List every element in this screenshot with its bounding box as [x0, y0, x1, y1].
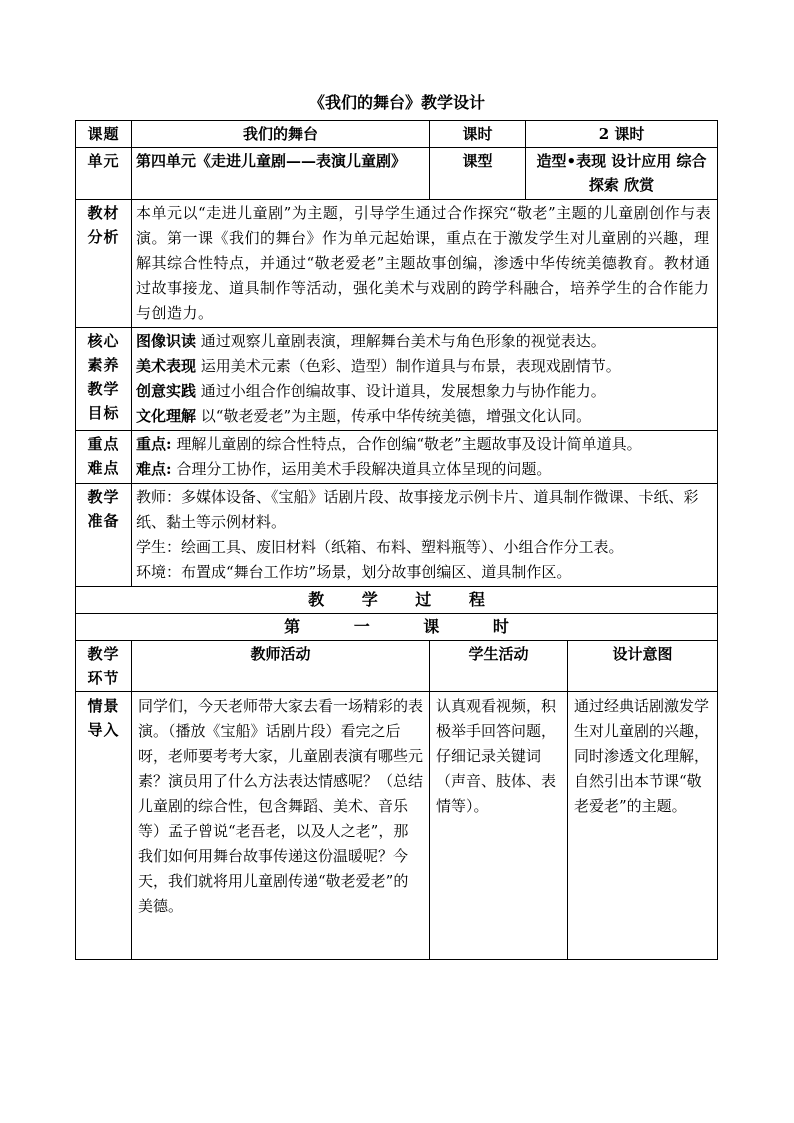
prep-content — [132, 484, 718, 587]
lesson-plan-table — [75, 120, 718, 960]
goal-item — [136, 379, 713, 404]
goal-name: 图像识读 — [136, 332, 197, 350]
row-prep — [76, 484, 718, 587]
row-process-title — [76, 587, 718, 614]
prep-label: 教学准备 — [76, 484, 132, 587]
student-activity-cell: 认真观看视频，积极举手回答问题，仔细记录关键词（声音、肢体、表情等）。 — [430, 692, 568, 960]
row-unit — [76, 148, 718, 200]
hours-label: 课时 — [430, 121, 526, 148]
stage-cell: 情景导入 — [76, 692, 132, 960]
row-course — [76, 121, 718, 148]
column-header-stage: 教学环节 — [76, 641, 132, 692]
course-label: 课题 — [76, 121, 132, 148]
design-intent-cell: 通过经典话剧激发学生对儿童剧的兴趣，同时渗透文化理解，自然引出本节课“敬老爱老”的主题。 — [568, 692, 718, 960]
key-point-text: 理解儿童剧的综合性特点，合作创编“敬老”主题故事及设计简单道具。 — [176, 435, 642, 453]
difficult-point-name: 难点: — [136, 460, 172, 478]
row-column-headers — [76, 641, 718, 692]
goal-name: 文化理解 — [136, 407, 197, 425]
key-points-label: 重点难点 — [76, 431, 132, 484]
goal-name: 创意实践 — [136, 382, 197, 400]
lesson-title: 第 一 课 时 — [76, 614, 718, 641]
process-title: 教 学 过 程 — [76, 587, 718, 614]
difficult-point — [136, 457, 713, 482]
course-value: 我们的舞台 — [132, 121, 430, 148]
prep-student: 学生：绘画工具、废旧材料（纸箱、布料、塑料瓶等）、小组合作分工表。 — [136, 538, 624, 556]
analysis-label: 教材分析 — [76, 200, 132, 328]
difficult-point-text: 合理分工协作，运用美术手段解决道具立体呈现的问题。 — [176, 460, 552, 478]
goal-name: 美术表现 — [136, 357, 197, 375]
row-goals — [76, 328, 718, 431]
table-row — [76, 692, 718, 960]
column-header-teacher: 教师活动 — [132, 641, 430, 692]
teacher-activity-cell: 同学们，今天老师带大家去看一场精彩的表演。（播放《宝船》话剧片段）看完之后呀，老师要考考大家，儿童剧表演有哪些元素？演员用了什么方法表达情感呢？（总结儿童剧的综合性，包含舞蹈、美术、音乐等）孟子曾说“老吾老，以及人之老”，那我们如何用舞台故事传递这份温暖呢？今天，我们就将用儿童剧传递“敬老爱老”的美德。 — [132, 692, 430, 960]
unit-label: 单元 — [76, 148, 132, 200]
document-title: 《我们的舞台》教学设计 — [308, 93, 485, 112]
hours-value: 2 课时 — [526, 121, 718, 148]
goal-item — [136, 354, 713, 379]
goal-item — [136, 329, 713, 354]
type-label: 课型 — [430, 148, 526, 200]
goal-text: 运用美术元素（色彩、造型）制作道具与布景，表现戏剧情节。 — [200, 357, 621, 375]
goal-text: 以“敬老爱老”为主题，传承中华传统美德，增强文化认同。 — [200, 407, 592, 425]
column-header-student: 学生活动 — [430, 641, 568, 692]
unit-value: 第四单元《走进儿童剧——表演儿童剧》 — [132, 148, 430, 200]
analysis-text: 本单元以“走进儿童剧”为主题，引导学生通过合作探究“敬老”主题的儿童剧创作与表演。第一课《我们的舞台》作为单元起始课，重点在于激发学生对儿童剧的兴趣，理解其综合性特点，并通过“敬老爱老”主题故事创编，渗透中华传统美德教育。教材通过故事接龙、道具制作等活动，强化美术与戏剧的跨学科融合，培养学生的合作能力与创造力。 — [132, 200, 718, 328]
goal-item — [136, 404, 713, 429]
key-point — [136, 432, 713, 457]
goal-text: 通过小组合作创编故事、设计道具，发展想象力与协作能力。 — [200, 382, 606, 400]
column-header-intent: 设计意图 — [568, 641, 718, 692]
goal-text: 通过观察儿童剧表演，理解舞台美术与角色形象的视觉表达。 — [200, 332, 606, 350]
goals-list — [132, 328, 718, 431]
row-analysis — [76, 200, 718, 328]
prep-environment: 环境：布置成“舞台工作坊”场景，划分故事创编区、道具制作区。 — [136, 563, 572, 581]
row-key-points — [76, 431, 718, 484]
row-lesson-title — [76, 614, 718, 641]
goals-label: 核心素养教学目标 — [76, 328, 132, 431]
type-value: 造型•表现 设计应用 综合探索 欣赏 — [526, 148, 718, 200]
key-points-content — [132, 431, 718, 484]
prep-teacher: 教师：多媒体设备、《宝船》话剧片段、故事接龙示例卡片、道具制作微课、卡纸、彩纸、黏土等示例材料。 — [136, 488, 699, 531]
key-point-name: 重点: — [136, 435, 172, 453]
